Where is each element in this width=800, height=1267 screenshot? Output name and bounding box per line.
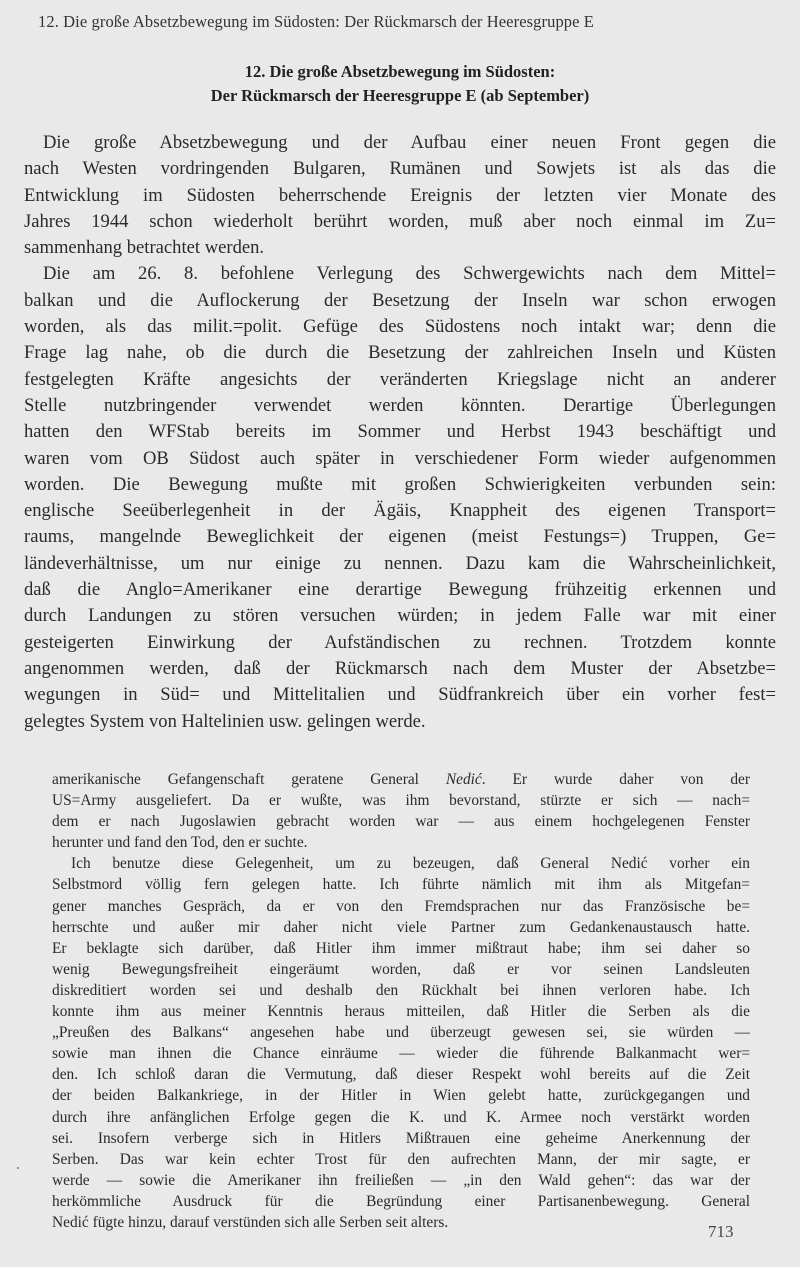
footnote-line: dem er nach Jugoslawien gebracht worden war — aus einem hochgelegenen Fenster — [52, 813, 750, 831]
text-line: Entwicklung im Südosten beherrschende Ereignis der letzten vier Monate des — [24, 184, 776, 206]
section-title-line-1: 12. Die große Absetzbewegung im Südosten: — [244, 62, 556, 81]
section-title — [0, 60, 800, 108]
text-line: Die am 26. 8. befohlene Verlegung des Schwergewichts nach dem Mittel= — [43, 263, 776, 285]
footnote-line: sowie man ihnen die Chance einräume — wieder die führende Balkanmacht wer= — [52, 1045, 750, 1063]
running-head: 12. Die große Absetzbewegung im Südosten: Der Rückmarsch der Heeresgruppe E — [38, 12, 594, 31]
footnote-line: wenig Bewegungsfreiheit eingeräumt worden, daß er vor seinen Landsleuten — [52, 960, 750, 978]
text-line: gelegtes System von Haltelinien usw. gelingen werde. — [24, 710, 426, 732]
text-line: angenommen werden, daß der Rückmarsch nach dem Muster der Absetzbe= — [24, 657, 776, 679]
footnote-line: Nedić fügte hinzu, darauf verstünden sich alle Serben seit alters. — [52, 1213, 449, 1231]
text-line: waren vom OB Südost auch später in verschiedener Form wieder aufgenommen — [24, 447, 776, 469]
footnote-line: der beiden Balkankriege, in der Hitler in Wien gelebt hatte, zurückgegangen und — [52, 1087, 750, 1105]
footnote-line: sei. Insofern verberge sich in Hitlers Mißtrauen eine geheime Anerkennung der — [52, 1129, 750, 1147]
footnote-line: US=Army ausgeliefert. Da er wußte, was ihm bevorstand, stürzte er sich — nach= — [52, 792, 750, 810]
text-line: nach Westen vordringenden Bulgaren, Rumänen und Sowjets ist als das die — [24, 158, 776, 180]
footnote-line: den. Ich schloß daran die Vermutung, daß dieser Respekt wohl bereits auf die Zeit — [52, 1066, 750, 1084]
footnote-line: herrschte und außer mir daher nicht viele Partner zum Gedankenaustausch hatte. — [52, 918, 750, 936]
text-line: ländeverhältnisse, um nur einige zu nennen. Dazu kam die Wahrscheinlichkeit, — [24, 552, 776, 574]
text-line: balkan und die Auflockerung der Besetzung der Inseln war schon erwogen — [24, 289, 776, 311]
text-line: festgelegten Kräfte angesichts der veränderten Kriegslage nicht an anderer — [24, 368, 776, 390]
text-line: raums, mangelnde Beweglichkeit der eigenen (meist Festungs=) Truppen, Ge= — [24, 526, 776, 548]
text-line: Jahres 1944 schon wiederholt berührt worden, muß aber noch einmal im Zu= — [24, 210, 776, 232]
footnote-line: Selbstmord völlig fern gelegen hatte. Ich führte nämlich mit ihm als Mitgefan= — [52, 876, 750, 894]
footnote-line: konnte ihm aus meiner Kenntnis heraus mitteilen, daß Hitler die Serben als die — [52, 1003, 750, 1021]
text-line: gesteigerten Einwirkung der Aufständischen zu rechnen. Trotzdem konnte — [24, 631, 776, 653]
text-line: durch Landungen zu stören versuchen würden; in jedem Falle war mit einer — [24, 605, 776, 627]
section-title-line-2: Der Rückmarsch der Heeresgruppe E (ab September) — [210, 86, 590, 105]
text-line: Die große Absetzbewegung und der Aufbau einer neuen Front gegen die — [43, 132, 776, 153]
italic-name: Nedić — [445, 771, 482, 788]
footnote-line: Serben. Das war kein echter Trost für den aufrechten Mann, der mir sagte, er — [52, 1150, 750, 1168]
text-line: wegungen in Süd= und Mittelitalien und Südfrankreich über ein vorher fest= — [24, 684, 776, 706]
text-line: daß die Anglo=Amerikaner eine derartige Bewegung frühzeitig erkennen und — [24, 579, 776, 601]
footnote-line: herkömmliche Ausdruck für die Begründung einer Partisanenbewegung. General — [52, 1192, 750, 1210]
text-line: worden. Die Bewegung mußte mit großen Schwierigkeiten verbunden sein: — [24, 473, 776, 495]
footnote-text — [52, 769, 750, 1233]
text-line: Stelle nutzbringender verwendet werden könnten. Derartige Überlegungen — [24, 394, 776, 416]
page-number: 713 — [708, 1222, 734, 1241]
footnote-line: herunter und fand den Tod, den er suchte. — [52, 834, 308, 852]
text-line: sammenhang betrachtet werden. — [24, 237, 265, 259]
footnote-line: durch ihre anfänglichen Erfolge gegen die K. und K. Armee noch verstärkt worden — [52, 1108, 750, 1126]
footnote-line: Er beklagte sich darüber, daß Hitler ihm immer mißtraut habe; ihm sei daher so — [52, 939, 750, 957]
footnote-line: gener manches Gespräch, da er von den Fremdsprachen nur das Französische be= — [52, 897, 750, 915]
footnote-line: diskreditiert worden sei und deshalb den Rückhalt bei ihnen verloren habe. Ich — [52, 981, 750, 999]
footnote-line: amerikanische Gefangenschaft geratene General Nedić. Er wurde daher von der — [52, 771, 750, 788]
footnote-line: „Preußen des Balkans“ angesehen habe und überzeugt gewesen sei, sie würden — — [52, 1024, 750, 1042]
margin-mark — [17, 1167, 19, 1169]
text-line: Frage lag nahe, ob die durch die Besetzung der zahlreichen Inseln und Küsten — [24, 342, 776, 364]
text-line: worden, als das milit.=polit. Gefüge des Südostens noch intakt war; denn die — [24, 316, 776, 338]
footnote-line: Ich benutze diese Gelegenheit, um zu bezeugen, daß General Nedić vorher ein — [71, 855, 750, 873]
main-text — [24, 130, 776, 735]
text-line: englische Seeüberlegenheit in der Ägäis, Knappheit des eigenen Transport= — [24, 500, 776, 522]
text-line: hatten den WFStab bereits im Sommer und Herbst 1943 beschäftigt und — [24, 421, 776, 443]
footnote-line: werde — sowie die Amerikaner ihn freiließen — „in den Wald gehen“: das war der — [52, 1171, 750, 1189]
